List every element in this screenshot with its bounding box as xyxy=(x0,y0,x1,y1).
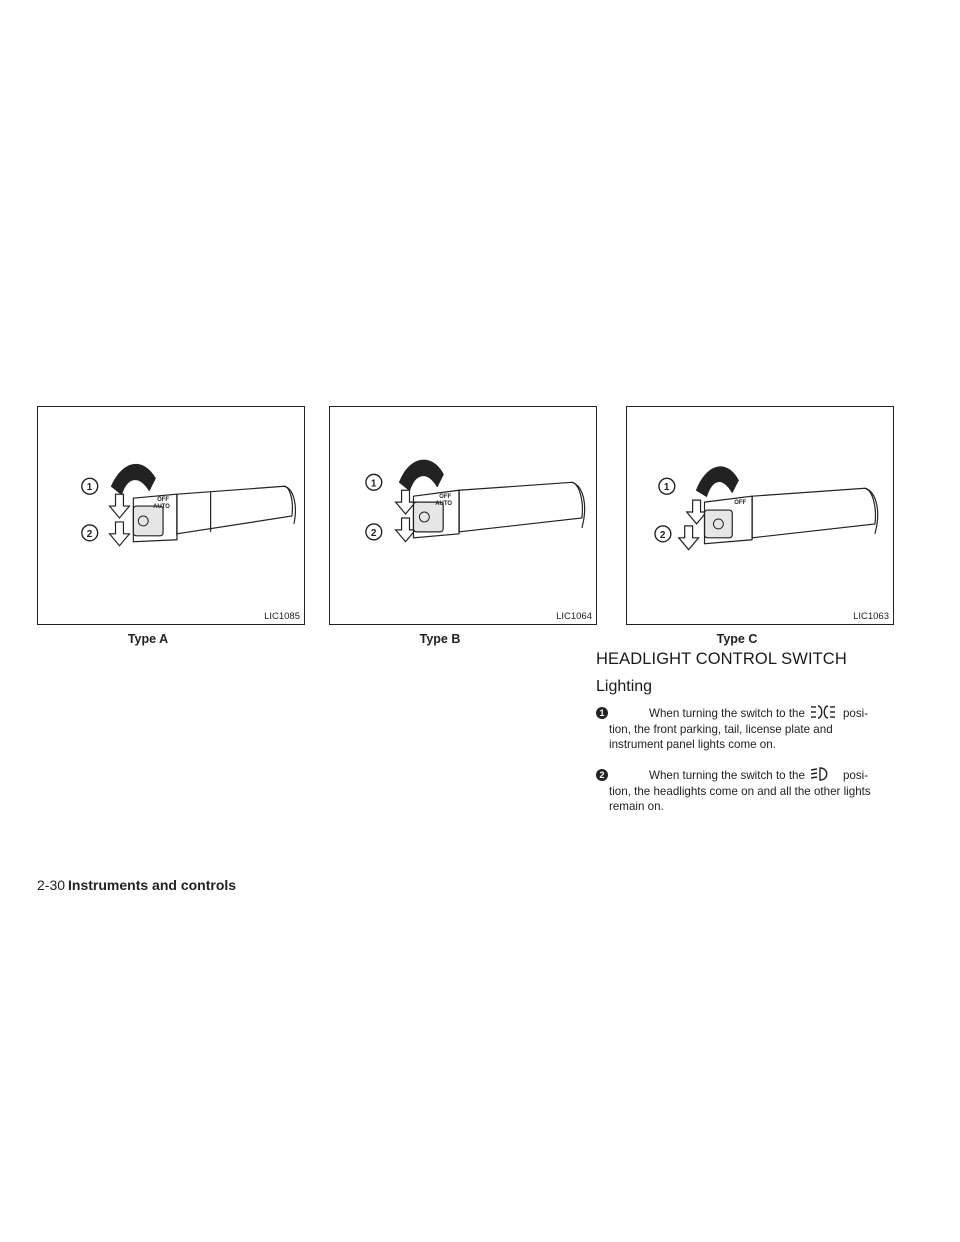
parking-light-icon xyxy=(805,707,843,720)
headlight-icon xyxy=(805,769,843,782)
headlight-switch-illustration xyxy=(627,407,893,624)
lighting-step-1 xyxy=(596,706,886,753)
callout-2: 2 xyxy=(370,527,377,539)
figure-type-b xyxy=(329,406,597,625)
callout-1: 1 xyxy=(663,482,670,494)
figure-code: LIC1085 xyxy=(264,611,300,622)
headlight-switch-illustration xyxy=(38,407,304,624)
switch-label-off: OFF xyxy=(734,500,747,507)
figure-caption: Type A xyxy=(127,632,169,646)
callout-1: 1 xyxy=(86,482,93,494)
step-text: When turning the switch to the xyxy=(649,707,805,720)
switch-label-auto: AUTO xyxy=(435,501,452,508)
step-text: posi- xyxy=(842,769,869,782)
lighting-step-2 xyxy=(596,768,886,815)
step-number-badge: 2 xyxy=(596,769,608,781)
figure-code: LIC1063 xyxy=(853,611,889,622)
figure-type-a xyxy=(37,406,305,625)
section-title: HEADLIGHT CONTROL SWITCH xyxy=(596,650,847,668)
switch-label-auto: AUTO xyxy=(153,504,170,511)
page-number: 2-30 xyxy=(37,877,66,893)
callout-2: 2 xyxy=(659,529,666,541)
switch-label-off: OFF xyxy=(439,494,452,501)
step-text: posi- xyxy=(842,707,869,720)
switch-label-off: OFF xyxy=(157,497,170,504)
figure-code: LIC1064 xyxy=(556,611,592,622)
figure-caption: Type B xyxy=(419,632,461,646)
callout-1: 1 xyxy=(370,478,377,490)
subsection-title: Lighting xyxy=(596,678,653,695)
chapter-title: Instruments and controls xyxy=(68,877,237,893)
callout-2: 2 xyxy=(86,528,93,540)
step-number-badge: 1 xyxy=(596,707,608,719)
figure-caption: Type C xyxy=(716,632,758,646)
headlight-switch-illustration xyxy=(330,407,596,624)
step-text: tion, the headlights come on and all the other lights remain on. xyxy=(609,784,871,813)
page-footer xyxy=(37,877,236,893)
step-text: tion, the front parking, tail, license plate and instrument panel lights come on. xyxy=(609,722,833,751)
step-text: When turning the switch to the xyxy=(649,769,805,782)
figure-type-c xyxy=(626,406,894,625)
